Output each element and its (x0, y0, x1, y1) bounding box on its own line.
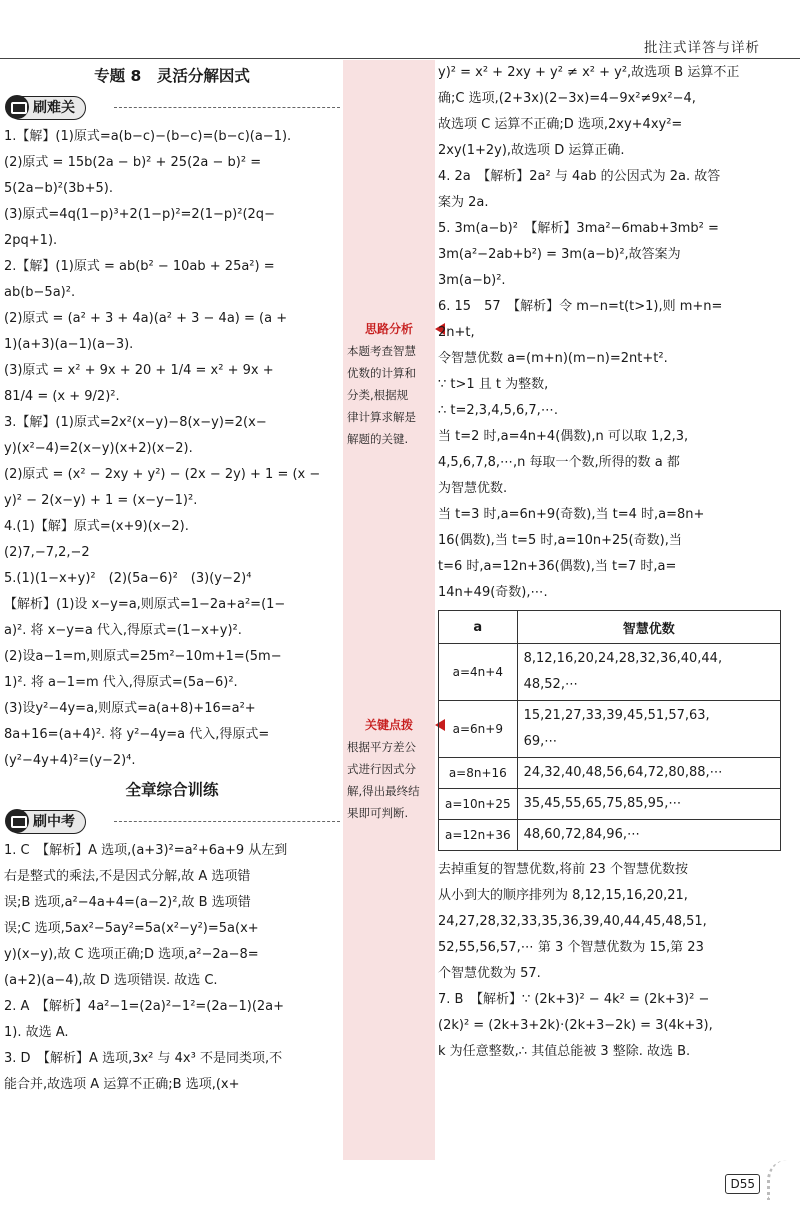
text-line: 4,5,6,7,8,⋯,n 每取一个数,所得的数 a 都 (438, 455, 680, 470)
notes-strip (343, 60, 435, 1160)
note-line: 律计算求解是 (347, 410, 416, 424)
note-line: 式进行因式分 (347, 762, 416, 776)
badge-label: 刷难关 (33, 100, 75, 116)
answer-block-1 (4, 124, 340, 774)
section-badge (8, 96, 86, 120)
text-line: 令智慧优数 a=(m+n)(m−n)=2nt+t². (438, 351, 668, 366)
text-line: 确;C 选项,(2+3x)(2−3x)=4−9x²≠9x²−4, (438, 91, 696, 106)
note-line: 优数的计算和 (347, 366, 416, 380)
header-rule (0, 58, 800, 59)
table-header: 智慧优数 (517, 611, 780, 644)
table-row (439, 644, 781, 701)
text-line: y)(x²−4)=2(x−y)(x+2)(x−2). (4, 441, 193, 456)
book-icon (5, 809, 29, 833)
text-line: 当 t=2 时,a=4n+4(偶数),n 可以取 1,2,3, (438, 429, 689, 444)
note-line: 解,得出最终结 (347, 784, 420, 798)
text-line: t=6 时,a=12n+36(偶数),当 t=7 时,a= (438, 559, 677, 574)
text-line: 案为 2a. (438, 195, 489, 210)
text-line: ∵ t>1 且 t 为整数, (438, 377, 549, 392)
note-line: 解题的关键. (347, 432, 409, 446)
text-line: 4.(1)【解】原式=(x+9)(x−2). (4, 519, 189, 534)
value-line: 35,45,55,65,75,85,95,⋯ (523, 796, 682, 811)
text-line: (2)原式 = 15b(2a − b)² + 25(2a − b)² = (4, 155, 262, 170)
table-header: a (439, 611, 518, 644)
text-line: 1)(a+3)(a−1)(a−3). (4, 337, 134, 352)
text-line: 为智慧优数. (438, 481, 508, 496)
dashed-divider (114, 107, 340, 108)
text-line: ab(b−5a)². (4, 285, 76, 300)
section-title: 全章综合训练 (125, 781, 219, 799)
badge-row (4, 806, 340, 838)
text-line: (3)设y²−4y=a,则原式=a(a+8)+16=a²+ (4, 701, 256, 716)
table-row (439, 789, 781, 820)
answer-block-4 (438, 857, 794, 1065)
page-number: D55 (725, 1174, 760, 1194)
table-row (439, 820, 781, 851)
table-row (439, 701, 781, 758)
text-line: (a+2)(a−4),故 D 选项错误. 故选 C. (4, 973, 218, 988)
text-line: 8a+16=(a+4)². 将 y²−4y=a 代入,得原式= (4, 727, 270, 742)
text-line: 误;B 选项,a²−4a+4=(a−2)²,故 B 选项错 (4, 895, 251, 910)
text-line: 1. C 【解析】A 选项,(a+3)²=a²+6a+9 从左到 (4, 843, 288, 858)
note-body (343, 340, 435, 450)
text-line: 【解析】(1)设 x−y=a,则原式=1−2a+a²=(1− (4, 597, 286, 612)
value-line: 24,32,40,48,56,64,72,80,88,⋯ (523, 765, 723, 780)
table-cell-expression: a=12n+36 (439, 820, 518, 851)
text-line: 2xy(1+2y),故选项 D 运算正确. (438, 143, 625, 158)
text-line: 1.【解】(1)原式=a(b−c)−(b−c)=(b−c)(a−1). (4, 129, 292, 144)
note-heading (343, 714, 435, 736)
text-line: k 为任意整数,∴ 其值总能被 3 整除. 故选 B. (438, 1044, 691, 1059)
table-cell-expression: a=4n+4 (439, 644, 518, 701)
note-line: 根据平方差公 (347, 740, 416, 754)
text-line: 个智慧优数为 57. (438, 966, 541, 981)
text-line: 2.【解】(1)原式 = ab(b² − 10ab + 25a²) = (4, 259, 275, 274)
note-heading-text: 关键点拨 (364, 718, 413, 732)
value-line: 15,21,27,33,39,45,51,57,63, (523, 708, 710, 723)
text-line: (3)原式=4q(1−p)³+2(1−p)²=2(1−p)²(2q− (4, 207, 275, 222)
text-line: (2)原式 = (x² − 2xy + y²) − (2x − 2y) + 1 = (x − (4, 467, 321, 482)
text-line: 24,27,28,32,33,35,36,39,40,44,45,48,51, (438, 914, 707, 929)
text-line: 5.(1)(1−x+y)² (2)(5a−6)² (3)(y−2)⁴ (4, 571, 252, 586)
text-line: a)². 将 x−y=a 代入,得原式=(1−x+y)². (4, 623, 242, 638)
value-line: 8,12,16,20,24,28,32,36,40,44, (523, 651, 723, 666)
text-line: (2)7,−7,2,−2 (4, 545, 90, 560)
table-cell-expression: a=6n+9 (439, 701, 518, 758)
note-body (343, 736, 435, 824)
text-line: ∴ t=2,3,4,5,6,7,⋯. (438, 403, 558, 418)
text-line: 4. 2a 【解析】2a² 与 4ab 的公因式为 2a. 故答 (438, 169, 721, 184)
note-line: 分类,根据规 (347, 388, 409, 402)
table-cell-values (517, 820, 780, 851)
table-cell-expression: a=8n+16 (439, 758, 518, 789)
book-icon (5, 95, 29, 119)
note-heading (343, 318, 435, 340)
text-line: (2)设a−1=m,则原式=25m²−10m+1=(5m− (4, 649, 282, 664)
header-title: 批注式详答与详析 (644, 40, 760, 56)
table-cell-values (517, 644, 780, 701)
text-line: 2pq+1). (4, 233, 58, 248)
text-line: 16(偶数),当 t=5 时,a=10n+25(奇数),当 (438, 533, 682, 548)
text-line: 右是整式的乘法,不是因式分解,故 A 选项错 (4, 869, 251, 884)
table-cell-values (517, 701, 780, 758)
table-cell-values (517, 758, 780, 789)
badge-row (4, 92, 340, 124)
text-line: 6. 15 57 【解析】令 m−n=t(t>1),则 m+n= (438, 299, 723, 314)
text-line: 5. 3m(a−b)² 【解析】3ma²−6mab+3mb² = (438, 221, 719, 236)
text-line: 52,55,56,57,⋯ 第 3 个智慧优数为 15,第 23 (438, 940, 704, 955)
section-badge (8, 810, 86, 834)
text-line: 3. D 【解析】A 选项,3x² 与 4x³ 不是同类项,不 (4, 1051, 283, 1066)
text-line: (2k)² = (2k+3+2k)·(2k+3−2k) = 3(4k+3), (438, 1018, 713, 1033)
text-line: 5(2a−b)²(3b+5). (4, 181, 113, 196)
value-line: 48,52,⋯ (523, 677, 578, 692)
text-line: 从小到大的顺序排列为 8,12,15,16,20,21, (438, 888, 688, 903)
text-line: 当 t=3 时,a=6n+9(奇数),当 t=4 时,a=8n+ (438, 507, 705, 522)
answer-block-2 (4, 838, 340, 1098)
text-line: 3m(a−b)². (438, 273, 506, 288)
dashed-divider (114, 821, 340, 822)
smart-number-table (438, 610, 781, 851)
text-line: (3)原式 = x² + 9x + 20 + 1/4 = x² + 9x + (4, 363, 274, 378)
text-line: 3m(a²−2ab+b²) = 3m(a−b)²,故答案为 (438, 247, 681, 262)
value-line: 48,60,72,84,96,⋯ (523, 827, 640, 842)
note-line: 果即可判断. (347, 806, 409, 820)
text-line: 2n+t, (438, 325, 475, 340)
text-line: y)(x−y),故 C 选项正确;D 选项,a²−2a−8= (4, 947, 259, 962)
table-header-row (439, 611, 781, 644)
text-line: (y²−4y+4)²=(y−2)⁴. (4, 753, 136, 768)
text-line: 7. B 【解析】∵ (2k+3)² − 4k² = (2k+3)² − (438, 992, 710, 1007)
text-line: 81/4 = (x + 9/2)². (4, 389, 120, 404)
left-column (4, 60, 340, 1098)
badge-label: 刷中考 (33, 814, 75, 830)
table-cell-values (517, 789, 780, 820)
answer-block-3 (438, 60, 794, 606)
text-line: 2. A 【解析】4a²−1=(2a)²−1²=(2a−1)(2a+ (4, 999, 285, 1014)
text-line: 14n+49(奇数),⋯. (438, 585, 548, 600)
text-line: 故选项 C 运算不正确;D 选项,2xy+4xy²= (438, 117, 683, 132)
text-line: 1)². 将 a−1=m 代入,得原式=(5a−6)². (4, 675, 238, 690)
text-line: 误;C 选项,5ax²−5ay²=5a(x²−y²)=5a(x+ (4, 921, 259, 936)
topic-title: 专题 8 灵活分解因式 (94, 67, 250, 85)
table-cell-expression: a=10n+25 (439, 789, 518, 820)
right-column (438, 60, 794, 1065)
text-line: y)² − 2(x−y) + 1 = (x−y−1)². (4, 493, 198, 508)
text-line: (2)原式 = (a² + 3 + 4a)(a² + 3 − 4a) = (a + (4, 311, 288, 326)
note-line: 本题考查智慧 (347, 344, 416, 358)
page-corner-decoration (767, 1160, 800, 1200)
text-line: 1). 故选 A. (4, 1025, 69, 1040)
text-line: 去掉重复的智慧优数,将前 23 个智慧优数按 (438, 862, 688, 877)
text-line: y)² = x² + 2xy + y² ≠ x² + y²,故选项 B 运算不正 (438, 65, 740, 80)
text-line: 3.【解】(1)原式=2x²(x−y)−8(x−y)=2(x− (4, 415, 267, 430)
text-line: 能合并,故选项 A 运算不正确;B 选项,(x+ (4, 1077, 240, 1092)
table-row (439, 758, 781, 789)
note-heading-text: 思路分析 (364, 322, 413, 336)
value-line: 69,⋯ (523, 734, 558, 749)
